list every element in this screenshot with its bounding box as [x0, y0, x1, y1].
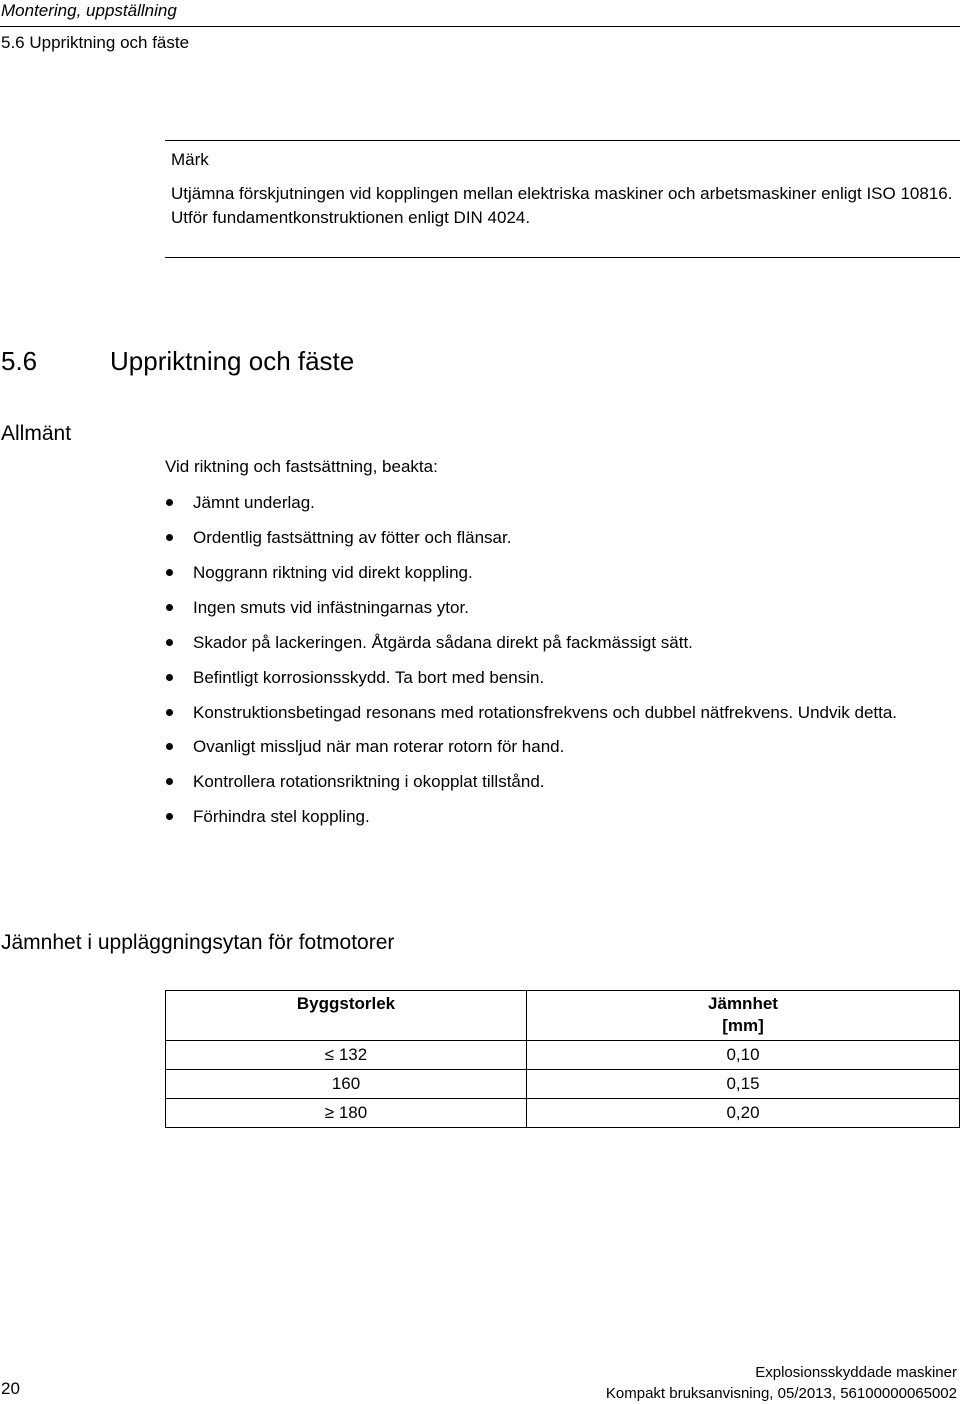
list-item-text: Ordentlig fastsättning av fötter och flänsar. [193, 528, 512, 547]
note-box [165, 140, 960, 258]
column-header-flatness-unit: [mm] [722, 1016, 764, 1035]
list-item-text: Ovanligt missljud när man roterar rotorn för hand. [193, 737, 565, 756]
bullet-dot-icon [166, 534, 173, 541]
column-header-size: Byggstorlek [166, 991, 527, 1041]
running-header-section: 5.6 Uppriktning och fäste [1, 33, 190, 52]
note-title: Märk [171, 150, 209, 169]
bullet-dot-icon [166, 674, 173, 681]
list-item-text: Jämnt underlag. [193, 493, 315, 512]
list-item-text: Förhindra stel koppling. [193, 807, 370, 826]
bullet-dot-icon [166, 569, 173, 576]
footer-product: Explosionsskyddade maskiner [755, 1364, 957, 1381]
list-item [165, 701, 955, 724]
column-header-flatness-label: Jämnhet [708, 994, 778, 1013]
bullet-dot-icon [166, 813, 173, 820]
note-text [171, 182, 960, 230]
list-item [165, 491, 955, 514]
cell-flatness: 0,15 [527, 1070, 960, 1099]
intro-text: Vid riktning och fastsättning, beakta: [165, 457, 438, 476]
list-item-text: Konstruktionsbetingad resonans med rotationsfrekvens och dubbel nätfrekvens. Undvik detta. [193, 703, 898, 722]
flatness-table [165, 990, 960, 1128]
table-row [166, 1070, 960, 1099]
list-item [165, 805, 955, 828]
list-item [165, 631, 955, 654]
list-item [165, 596, 955, 619]
subheading-flatness: Jämnhet i uppläggningsytan för fotmotorer [1, 931, 395, 954]
cell-size: ≤ 132 [166, 1041, 527, 1070]
table-row [166, 1099, 960, 1128]
footer-document: Kompakt bruksanvisning, 05/2013, 56100000065002 [605, 1385, 957, 1402]
table-header-row [166, 991, 960, 1041]
list-item-text: Befintligt korrosionsskydd. Ta bort med bensin. [193, 668, 545, 687]
page-number: 20 [1, 1379, 20, 1398]
list-item [165, 526, 955, 549]
footer-text [606, 1362, 957, 1404]
list-item-text: Noggrann riktning vid direkt koppling. [193, 563, 473, 582]
list-item-text: Skador på lackeringen. Åtgärda sådana direkt på fackmässigt sätt. [193, 633, 693, 652]
bullet-list [165, 491, 955, 840]
table-row [166, 1041, 960, 1070]
section-heading [1, 345, 354, 377]
list-item [165, 666, 955, 689]
bullet-dot-icon [166, 778, 173, 785]
bullet-dot-icon [166, 709, 173, 716]
section-number: 5.6 [1, 346, 38, 376]
column-header-flatness [527, 991, 960, 1041]
cell-flatness: 0,20 [527, 1099, 960, 1128]
list-item [165, 735, 955, 758]
list-item-text: Kontrollera rotationsriktning i okopplat tillstånd. [193, 772, 545, 791]
list-item [165, 561, 955, 584]
cell-flatness: 0,10 [527, 1041, 960, 1070]
note-line: Utför fundamentkonstruktionen enligt DIN 4024. [171, 208, 531, 227]
list-item-text: Ingen smuts vid infästningarnas ytor. [193, 598, 469, 617]
note-line: Utjämna förskjutningen vid kopplingen mellan elektriska maskiner och arbetsmaskiner enligt ISO 10816. [171, 184, 953, 203]
cell-size: ≥ 180 [166, 1099, 527, 1128]
bullet-dot-icon [166, 639, 173, 646]
section-title: Uppriktning och fäste [110, 346, 355, 376]
header-rule [0, 26, 960, 27]
bullet-dot-icon [166, 604, 173, 611]
bullet-dot-icon [166, 499, 173, 506]
bullet-dot-icon [166, 743, 173, 750]
subheading-general: Allmänt [1, 422, 72, 445]
running-header-chapter: Montering, uppställning [1, 1, 177, 20]
cell-size: 160 [166, 1070, 527, 1099]
list-item [165, 770, 955, 793]
